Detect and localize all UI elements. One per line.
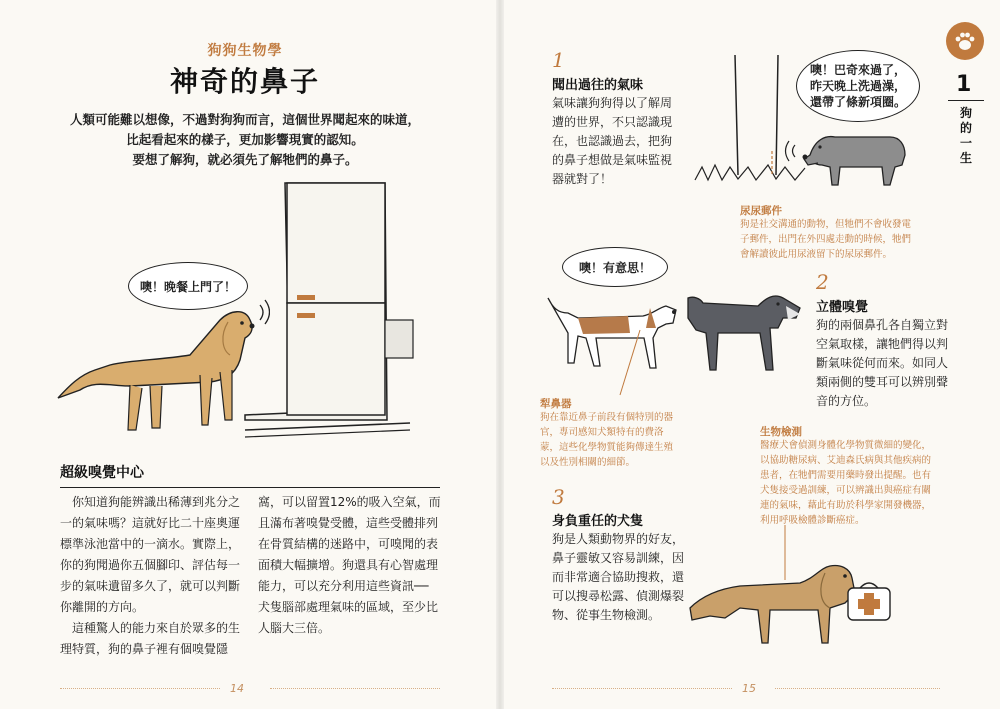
body-line: 且滿布著嗅覺受體，這些受體排列 bbox=[258, 516, 439, 530]
section-number: 2 bbox=[816, 270, 829, 294]
body-line: 在，也認識過去，把狗 bbox=[552, 134, 673, 148]
chapter-char: 狗 bbox=[959, 106, 972, 120]
note-line: 官，專司感知犬類特有的費洛 bbox=[540, 427, 664, 438]
body-line: 類兩側的雙耳可以辨別聲 bbox=[816, 375, 949, 389]
note-line: 患者，在牠們需要用藥時發出提醒。也有 bbox=[760, 470, 932, 481]
speech-line: 昨天晚上洗過澡， bbox=[809, 79, 906, 93]
intro-line: 要想了解狗，就必須先了解牠們的鼻子。 bbox=[132, 152, 358, 167]
page-number-right: 15 bbox=[742, 682, 756, 695]
note-line: 以協助糖尿病、艾迪森氏病與其他疾病的 bbox=[760, 455, 932, 466]
note-line: 連的氣味，藉此有助於科學家開發機器， bbox=[760, 500, 932, 511]
note-heading: 尿尿郵件 bbox=[740, 205, 782, 217]
body-line: 空氣取樣，讓牠們得以判 bbox=[816, 337, 949, 351]
speech-text: 噢！晚餐上門了！ bbox=[139, 279, 236, 294]
body-line: 能力，可以充分利用這些資訊── bbox=[258, 579, 429, 593]
body-line: 你知道狗能辨識出稀薄到兆分之 bbox=[60, 495, 241, 509]
body-line: 窩，可以留置12%的吸入空氣，而 bbox=[258, 495, 441, 509]
body-line: 可以搜尋松露、偵測爆裂 bbox=[552, 589, 685, 603]
note-heading: 生物檢測 bbox=[760, 426, 802, 438]
paw-icon bbox=[946, 22, 984, 60]
subsection-heading: 身負重任的犬隻 bbox=[552, 514, 644, 529]
note-line: 利用呼吸檢體診斷癌症。 bbox=[760, 515, 865, 526]
speech-line: 還帶了條新項圈。 bbox=[809, 95, 906, 109]
body-line: 音的方位。 bbox=[816, 394, 877, 408]
body-line: 你離開的方向。 bbox=[60, 600, 145, 614]
body-line: 狗的兩個鼻孔各自獨立對 bbox=[816, 318, 949, 332]
section-number: 1 bbox=[552, 48, 565, 72]
note-line: 醫療犬會偵測身體化學物質微細的變化， bbox=[760, 440, 932, 451]
subsection-heading: 聞出過往的氣味 bbox=[552, 78, 644, 93]
chapter-name bbox=[958, 106, 974, 166]
body-line: 理特質，狗的鼻子裡有個嗅覺隱 bbox=[60, 642, 229, 656]
body-line: 在骨質結構的迷路中，可嗅聞的表 bbox=[258, 537, 439, 551]
chapter-divider bbox=[948, 100, 984, 101]
page-title: 神奇的鼻子 bbox=[169, 65, 320, 98]
body-line: 器就對了！ bbox=[552, 172, 613, 186]
page-number-left: 14 bbox=[230, 682, 244, 695]
page-number-rule bbox=[775, 688, 940, 689]
body-line: 而非常適合協助搜救，還 bbox=[552, 570, 685, 584]
note-line: 狗在靠近鼻子前段有個特別的器 bbox=[540, 412, 674, 423]
section-heading: 超級嗅覺中心 bbox=[60, 465, 144, 481]
speech-line: 噢！巴奇來過了， bbox=[809, 63, 906, 77]
note-line: 犬隻接受過訓練，可以辨識出與癌症有關 bbox=[760, 485, 932, 496]
chapter-char: 一 bbox=[959, 136, 972, 150]
intro-line: 比起看起來的樣子，更加影響現實的認知。 bbox=[126, 132, 364, 147]
body-line: 犬隻腦部處理氣味的區域，至少比 bbox=[258, 600, 439, 614]
body-line: 遭的世界，不只認識現 bbox=[552, 115, 673, 129]
page-kicker: 狗狗生物學 bbox=[207, 43, 283, 59]
body-line: 一的氣味嗎？這就好比二十座奧運 bbox=[60, 516, 241, 530]
chapter-char: 的 bbox=[959, 121, 972, 135]
body-line: 面積大幅擴增。狗還具有心智處理 bbox=[258, 558, 439, 572]
page-number-rule bbox=[552, 688, 732, 689]
body-line: 標準泳池當中的一滴水。實際上， bbox=[60, 537, 241, 551]
body-line: 鼻子靈敏又容易訓練，因 bbox=[552, 551, 685, 565]
chapter-number: 1 bbox=[956, 72, 972, 97]
body-line: 斷氣味從何而來。如同人 bbox=[816, 356, 949, 370]
body-line: 的鼻子想做是氣味監視 bbox=[552, 153, 673, 167]
speech-text: 噢！有意思！ bbox=[578, 260, 651, 275]
note-line: 以及性別相關的細節。 bbox=[540, 457, 636, 468]
body-line: 人腦大三倍。 bbox=[258, 621, 331, 635]
subsection-heading: 立體嗅覺 bbox=[816, 300, 869, 315]
body-line: 氣味讓狗狗得以了解周 bbox=[552, 96, 673, 110]
note-line: 會解讀彼此用尿液留下的尿尿郵件。 bbox=[740, 249, 893, 260]
intro-line: 人類可能難以想像，不過對狗狗而言，這個世界聞起來的味道， bbox=[69, 112, 420, 127]
body-line: 狗是人類動物界的好友， bbox=[552, 532, 685, 546]
body-line: 你的狗聞過你五個腳印、評估每一 bbox=[60, 558, 241, 572]
body-line: 步的氣味遺留多久了，就可以判斷 bbox=[60, 579, 241, 593]
section-number: 3 bbox=[552, 485, 565, 509]
note-line: 蒙，這些化學物質能夠傳達生殖 bbox=[540, 442, 674, 453]
body-line: 物、從事生物檢測。 bbox=[552, 608, 661, 622]
body-line: 這種驚人的能力來自於眾多的生 bbox=[60, 621, 241, 635]
note-line: 子郵件，出門在外四處走動的時候，牠們 bbox=[740, 234, 912, 245]
note-line: 狗是社交溝通的動物，但牠們不會收發電 bbox=[740, 219, 912, 230]
note-heading: 犁鼻器 bbox=[540, 398, 572, 410]
chapter-char: 生 bbox=[959, 151, 972, 165]
